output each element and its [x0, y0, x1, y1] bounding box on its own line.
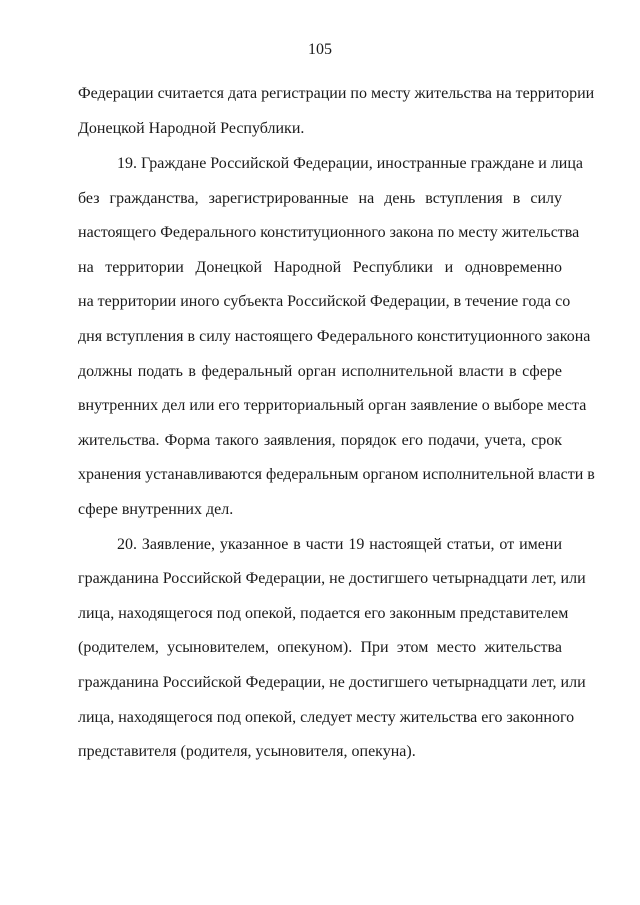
text-line: Донецкой Народной Республики. [78, 120, 305, 137]
text-line: сфере внутренних дел. [78, 501, 234, 518]
paragraph-20-start: 20. Заявление, указанное в части 19 настоящей статьи, от имени [117, 536, 562, 553]
text-line: хранения устанавливаются федеральным органом исполнительной власти в [78, 466, 595, 483]
text-line: должны подать в федеральный орган исполнительной власти в сфере [78, 363, 562, 380]
text-line: представителя (родителя, усыновителя, опекуна). [78, 743, 416, 760]
text-line: настоящего Федерального конституционного закона по месту жительства [78, 224, 580, 241]
text-line: лица, находящегося под опекой, подается его законным представителем [78, 605, 569, 622]
paragraph-19-start: 19. Граждане Российской Федерации, иностранные граждане и лица [117, 155, 584, 172]
text-line: дня вступления в силу настоящего Федерального конституционного закона [78, 328, 591, 345]
page-number: 105 [308, 41, 332, 58]
text-line: гражданина Российской Федерации, не достигшего четырнадцати лет, или [78, 570, 586, 587]
text-line: внутренних дел или его территориальный орган заявление о выборе места [78, 397, 587, 414]
text-line: жительства. Форма такого заявления, порядок его подачи, учета, срок [78, 432, 562, 449]
text-line: на территории иного субъекта Российской Федерации, в течение года со [78, 293, 571, 310]
text-line: гражданина Российской Федерации, не достигшего четырнадцати лет, или [78, 674, 586, 691]
text-line: Федерации считается дата регистрации по месту жительства на территории [78, 85, 595, 102]
text-line: без гражданства, зарегистрированные на день вступления в силу [78, 190, 562, 207]
text-line: (родителем, усыновителем, опекуном). При этом место жительства [78, 639, 562, 656]
text-line: лица, находящегося под опекой, следует месту жительства его законного [78, 709, 575, 726]
text-line: на территории Донецкой Народной Республики и одновременно [78, 259, 562, 276]
